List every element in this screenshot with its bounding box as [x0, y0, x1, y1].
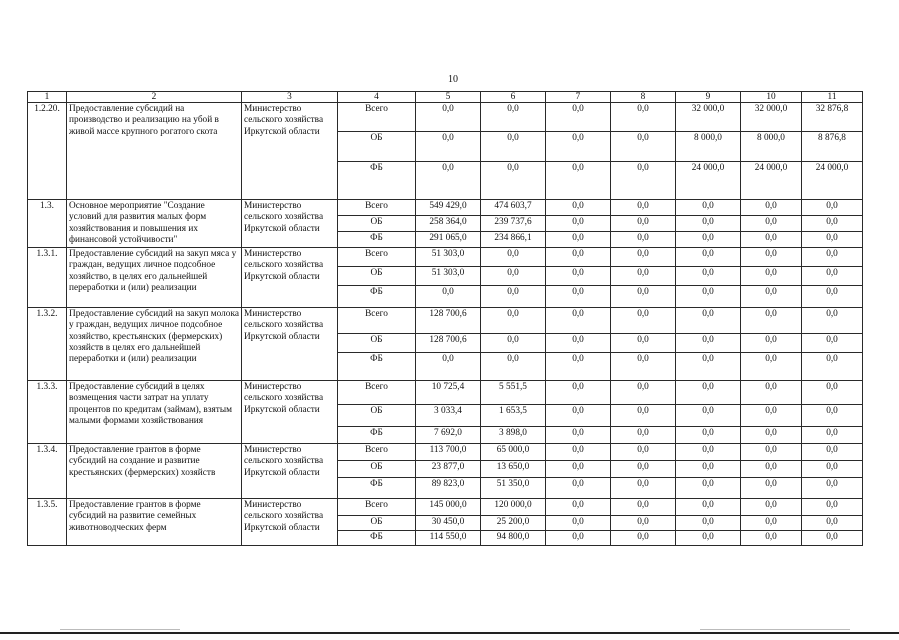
table-row — [28, 200, 863, 216]
item-description: Предоставление субсидий в целях возмещения части затрат на уплату процентов по кредитам (займам), взятым малыми формами хозяйствования — [67, 381, 242, 444]
subsidy-table — [27, 91, 863, 546]
value-cell: 0,0 — [741, 381, 802, 405]
value-cell: 0,0 — [481, 267, 546, 286]
value-cell: 0,0 — [802, 478, 863, 499]
value-cell: 23 877,0 — [416, 461, 481, 478]
value-cell: 128 700,6 — [416, 334, 481, 353]
value-cell: 0,0 — [676, 531, 741, 546]
item-description: Предоставление субсидий на производство и реализацию на убой в живой массе крупного рогатого скота — [67, 103, 242, 200]
funding-source: Всего — [338, 103, 416, 132]
value-cell: 0,0 — [741, 516, 802, 531]
value-cell: 0,0 — [741, 478, 802, 499]
value-cell: 10 725,4 — [416, 381, 481, 405]
value-cell: 145 000,0 — [416, 499, 481, 516]
value-cell: 32 000,0 — [676, 103, 741, 132]
scan-noise — [700, 629, 850, 630]
value-cell: 0,0 — [676, 248, 741, 267]
value-cell: 239 737,6 — [481, 216, 546, 232]
value-cell: 0,0 — [481, 353, 546, 381]
item-description: Предоставление субсидий на закуп мяса у граждан, ведущих личное подсобное хозяйство, в целях его дальнейшей переработки и (или) реализации — [67, 248, 242, 308]
value-cell: 0,0 — [802, 353, 863, 381]
funding-source: Всего — [338, 381, 416, 405]
table-row — [28, 308, 863, 334]
value-cell: 0,0 — [546, 427, 611, 444]
funding-source: ФБ — [338, 353, 416, 381]
value-cell: 113 700,0 — [416, 444, 481, 461]
value-cell: 0,0 — [802, 531, 863, 546]
funding-source: ОБ — [338, 216, 416, 232]
funding-source: ФБ — [338, 427, 416, 444]
value-cell: 0,0 — [546, 444, 611, 461]
value-cell: 0,0 — [802, 334, 863, 353]
value-cell: 25 200,0 — [481, 516, 546, 531]
value-cell: 0,0 — [546, 478, 611, 499]
value-cell: 0,0 — [741, 461, 802, 478]
value-cell: 5 551,5 — [481, 381, 546, 405]
value-cell: 0,0 — [676, 334, 741, 353]
value-cell: 0,0 — [741, 499, 802, 516]
funding-source: ФБ — [338, 478, 416, 499]
value-cell: 0,0 — [611, 461, 676, 478]
value-cell: 0,0 — [546, 162, 611, 200]
value-cell: 0,0 — [481, 286, 546, 308]
value-cell: 0,0 — [802, 381, 863, 405]
item-description: Предоставление грантов в форме субсидий на создание и развитие крестьянских (фермерских) хозяйств — [67, 444, 242, 499]
value-cell: 0,0 — [802, 516, 863, 531]
item-executor: Министерство сельского хозяйства Иркутской области — [242, 308, 338, 381]
value-cell: 0,0 — [676, 308, 741, 334]
value-cell: 120 000,0 — [481, 499, 546, 516]
funding-source: ОБ — [338, 267, 416, 286]
value-cell: 0,0 — [546, 132, 611, 162]
value-cell: 0,0 — [546, 248, 611, 267]
value-cell: 0,0 — [546, 216, 611, 232]
value-cell: 0,0 — [611, 308, 676, 334]
value-cell: 0,0 — [481, 162, 546, 200]
value-cell: 0,0 — [546, 516, 611, 531]
value-cell: 0,0 — [676, 444, 741, 461]
value-cell: 0,0 — [611, 162, 676, 200]
funding-source: ФБ — [338, 232, 416, 248]
value-cell: 0,0 — [741, 267, 802, 286]
value-cell: 0,0 — [611, 200, 676, 216]
value-cell: 0,0 — [676, 353, 741, 381]
item-number: 1.2.20. — [28, 103, 67, 200]
value-cell: 13 650,0 — [481, 461, 546, 478]
value-cell: 0,0 — [676, 381, 741, 405]
table-row — [28, 499, 863, 516]
value-cell: 0,0 — [611, 286, 676, 308]
column-number: 1 — [28, 92, 67, 103]
value-cell: 0,0 — [741, 308, 802, 334]
value-cell: 0,0 — [741, 531, 802, 546]
column-number: 10 — [741, 92, 802, 103]
value-cell: 0,0 — [676, 461, 741, 478]
item-executor: Министерство сельского хозяйства Иркутской области — [242, 103, 338, 200]
value-cell: 0,0 — [416, 132, 481, 162]
value-cell: 0,0 — [611, 427, 676, 444]
item-executor: Министерство сельского хозяйства Иркутской области — [242, 499, 338, 546]
value-cell: 234 866,1 — [481, 232, 546, 248]
value-cell: 32 000,0 — [741, 103, 802, 132]
funding-source: ФБ — [338, 286, 416, 308]
value-cell: 0,0 — [676, 267, 741, 286]
value-cell: 0,0 — [481, 334, 546, 353]
value-cell: 0,0 — [611, 103, 676, 132]
value-cell: 0,0 — [611, 405, 676, 427]
value-cell: 0,0 — [802, 405, 863, 427]
item-number: 1.3.4. — [28, 444, 67, 499]
value-cell: 0,0 — [546, 499, 611, 516]
value-cell: 0,0 — [676, 478, 741, 499]
item-description: Предоставление субсидий на закуп молока у граждан, ведущих личное подсобное хозяйство, крестьянских (фермерских) хозяйств в целях его дальнейшей переработки и (или) реализации — [67, 308, 242, 381]
value-cell: 0,0 — [741, 286, 802, 308]
funding-source: Всего — [338, 308, 416, 334]
table-row — [28, 444, 863, 461]
column-number: 11 — [802, 92, 863, 103]
value-cell: 0,0 — [481, 248, 546, 267]
value-cell: 0,0 — [416, 162, 481, 200]
value-cell: 0,0 — [741, 427, 802, 444]
value-cell: 24 000,0 — [741, 162, 802, 200]
value-cell: 0,0 — [611, 216, 676, 232]
value-cell: 0,0 — [802, 427, 863, 444]
value-cell: 7 692,0 — [416, 427, 481, 444]
value-cell: 0,0 — [611, 353, 676, 381]
value-cell: 474 603,7 — [481, 200, 546, 216]
value-cell: 0,0 — [741, 248, 802, 267]
funding-source: Всего — [338, 248, 416, 267]
funding-source: Всего — [338, 200, 416, 216]
value-cell: 0,0 — [611, 516, 676, 531]
scan-edge-line — [0, 632, 899, 634]
column-number: 9 — [676, 92, 741, 103]
column-number: 6 — [481, 92, 546, 103]
column-number-row — [28, 92, 863, 103]
value-cell: 0,0 — [802, 267, 863, 286]
value-cell: 0,0 — [741, 353, 802, 381]
value-cell: 0,0 — [546, 103, 611, 132]
value-cell: 89 823,0 — [416, 478, 481, 499]
value-cell: 3 033,4 — [416, 405, 481, 427]
value-cell: 0,0 — [416, 353, 481, 381]
value-cell: 0,0 — [741, 200, 802, 216]
value-cell: 8 000,0 — [676, 132, 741, 162]
column-number: 8 — [611, 92, 676, 103]
value-cell: 0,0 — [802, 248, 863, 267]
funding-source: Всего — [338, 444, 416, 461]
value-cell: 8 000,0 — [741, 132, 802, 162]
item-executor: Министерство сельского хозяйства Иркутской области — [242, 248, 338, 308]
value-cell: 1 653,5 — [481, 405, 546, 427]
value-cell: 0,0 — [676, 516, 741, 531]
value-cell: 0,0 — [741, 405, 802, 427]
column-number: 2 — [67, 92, 242, 103]
value-cell: 0,0 — [676, 427, 741, 444]
value-cell: 114 550,0 — [416, 531, 481, 546]
column-number: 5 — [416, 92, 481, 103]
value-cell: 0,0 — [611, 444, 676, 461]
column-number: 3 — [242, 92, 338, 103]
value-cell: 24 000,0 — [802, 162, 863, 200]
value-cell: 0,0 — [546, 308, 611, 334]
value-cell: 8 876,8 — [802, 132, 863, 162]
value-cell: 0,0 — [481, 132, 546, 162]
value-cell: 0,0 — [546, 267, 611, 286]
value-cell: 0,0 — [546, 334, 611, 353]
item-executor: Министерство сельского хозяйства Иркутской области — [242, 381, 338, 444]
page-number: 10 — [448, 74, 458, 85]
value-cell: 0,0 — [611, 381, 676, 405]
value-cell: 0,0 — [611, 499, 676, 516]
value-cell: 0,0 — [611, 267, 676, 286]
value-cell: 65 000,0 — [481, 444, 546, 461]
value-cell: 0,0 — [802, 444, 863, 461]
value-cell: 0,0 — [546, 353, 611, 381]
value-cell: 0,0 — [676, 200, 741, 216]
value-cell: 0,0 — [802, 499, 863, 516]
value-cell: 0,0 — [416, 103, 481, 132]
funding-source: Всего — [338, 499, 416, 516]
value-cell: 0,0 — [481, 308, 546, 334]
item-number: 1.3. — [28, 200, 67, 248]
value-cell: 0,0 — [741, 216, 802, 232]
item-number: 1.3.3. — [28, 381, 67, 444]
value-cell: 0,0 — [481, 103, 546, 132]
value-cell: 30 450,0 — [416, 516, 481, 531]
table-row — [28, 381, 863, 405]
value-cell: 291 065,0 — [416, 232, 481, 248]
value-cell: 0,0 — [802, 308, 863, 334]
value-cell: 0,0 — [741, 232, 802, 248]
value-cell: 258 364,0 — [416, 216, 481, 232]
funding-source: ФБ — [338, 162, 416, 200]
value-cell: 0,0 — [802, 232, 863, 248]
column-number: 7 — [546, 92, 611, 103]
value-cell: 51 350,0 — [481, 478, 546, 499]
value-cell: 0,0 — [802, 461, 863, 478]
value-cell: 0,0 — [676, 216, 741, 232]
value-cell: 24 000,0 — [676, 162, 741, 200]
funding-source: ОБ — [338, 405, 416, 427]
item-number: 1.3.5. — [28, 499, 67, 546]
value-cell: 0,0 — [416, 286, 481, 308]
item-number: 1.3.2. — [28, 308, 67, 381]
funding-source: ОБ — [338, 132, 416, 162]
value-cell: 0,0 — [741, 444, 802, 461]
column-number: 4 — [338, 92, 416, 103]
value-cell: 0,0 — [802, 200, 863, 216]
item-executor: Министерство сельского хозяйства Иркутской области — [242, 444, 338, 499]
table-row — [28, 103, 863, 132]
value-cell: 0,0 — [546, 461, 611, 478]
value-cell: 0,0 — [611, 334, 676, 353]
funding-source: ОБ — [338, 461, 416, 478]
item-number: 1.3.1. — [28, 248, 67, 308]
value-cell: 0,0 — [546, 381, 611, 405]
item-executor: Министерство сельского хозяйства Иркутской области — [242, 200, 338, 248]
value-cell: 0,0 — [741, 334, 802, 353]
value-cell: 0,0 — [546, 531, 611, 546]
value-cell: 0,0 — [546, 200, 611, 216]
value-cell: 94 800,0 — [481, 531, 546, 546]
value-cell: 51 303,0 — [416, 267, 481, 286]
funding-source: ОБ — [338, 516, 416, 531]
value-cell: 0,0 — [546, 405, 611, 427]
table-row — [28, 248, 863, 267]
value-cell: 128 700,6 — [416, 308, 481, 334]
value-cell: 0,0 — [676, 405, 741, 427]
value-cell: 0,0 — [676, 499, 741, 516]
value-cell: 549 429,0 — [416, 200, 481, 216]
value-cell: 0,0 — [676, 286, 741, 308]
funding-source: ФБ — [338, 531, 416, 546]
scan-noise — [60, 629, 180, 630]
value-cell: 0,0 — [802, 216, 863, 232]
value-cell: 32 876,8 — [802, 103, 863, 132]
value-cell: 0,0 — [546, 232, 611, 248]
value-cell: 0,0 — [611, 531, 676, 546]
value-cell: 0,0 — [802, 286, 863, 308]
value-cell: 0,0 — [611, 232, 676, 248]
item-description: Предоставление грантов в форме субсидий на развитие семейных животноводческих ферм — [67, 499, 242, 546]
value-cell: 0,0 — [546, 286, 611, 308]
value-cell: 0,0 — [676, 232, 741, 248]
value-cell: 0,0 — [611, 478, 676, 499]
value-cell: 51 303,0 — [416, 248, 481, 267]
value-cell: 0,0 — [611, 132, 676, 162]
item-description: Основное мероприятие "Создание условий для развития малых форм хозяйствования и повышения их финансовой устойчивости" — [67, 200, 242, 248]
value-cell: 3 898,0 — [481, 427, 546, 444]
value-cell: 0,0 — [611, 248, 676, 267]
funding-source: ОБ — [338, 334, 416, 353]
